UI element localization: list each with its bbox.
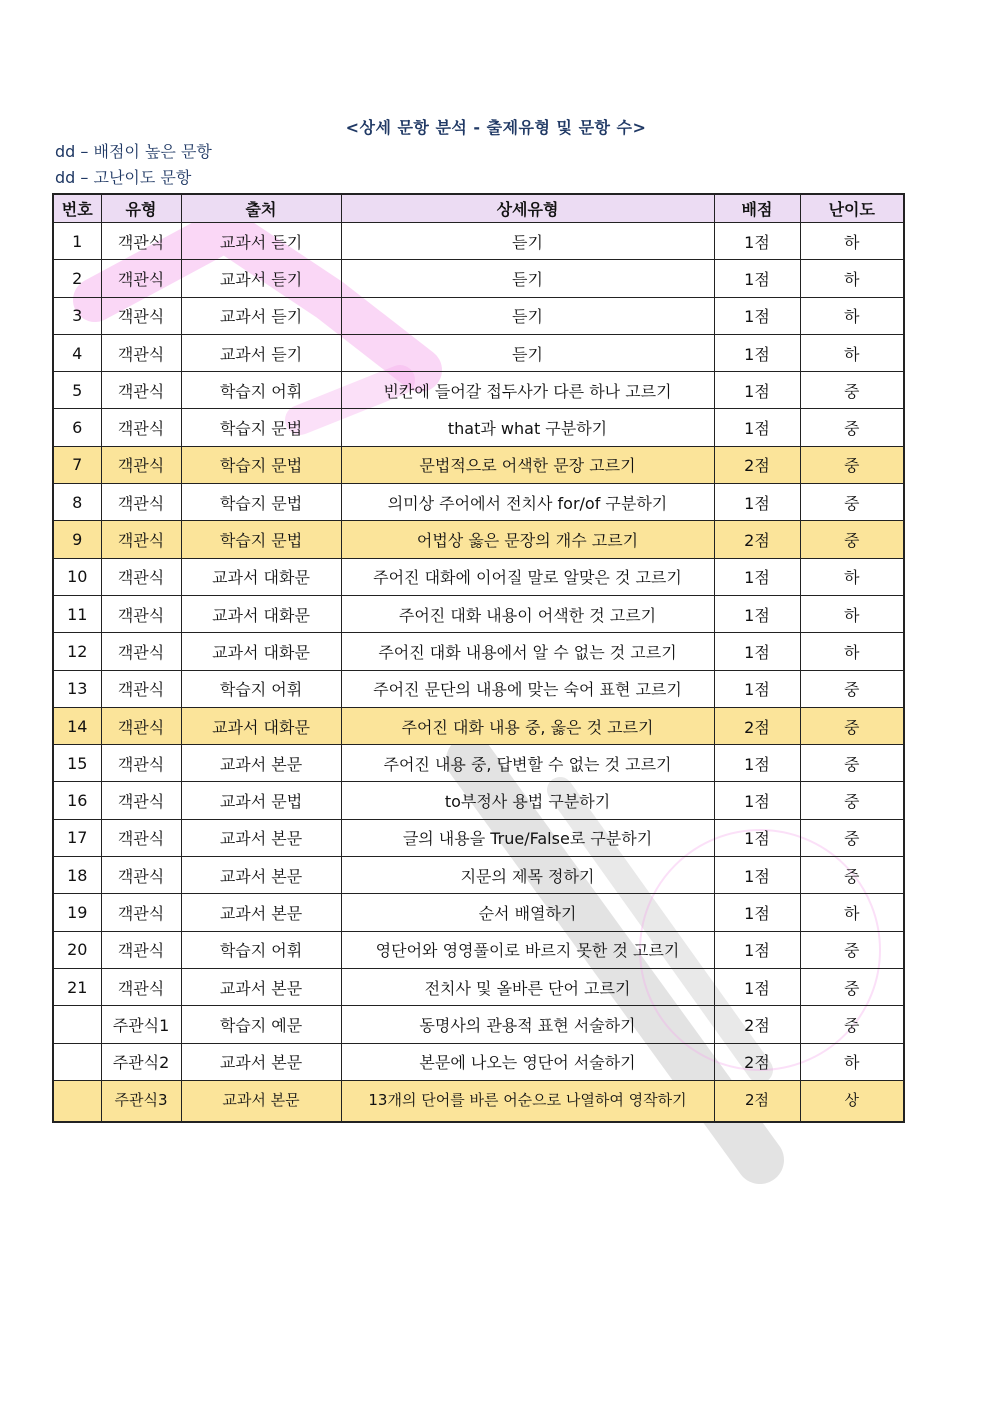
cell-type: 객관식 <box>101 633 181 670</box>
cell-number: 20 <box>53 931 101 968</box>
legend-marker: dd <box>55 168 76 187</box>
table-row <box>53 372 904 409</box>
table-body <box>53 223 904 1122</box>
cell-type: 객관식 <box>101 595 181 632</box>
cell-source: 교과서 본문 <box>181 1080 341 1122</box>
cell-source: 교과서 듣기 <box>181 223 341 260</box>
cell-detail: 듣기 <box>341 297 714 334</box>
cell-source: 학습지 문법 <box>181 521 341 558</box>
cell-difficulty: 하 <box>800 1043 904 1080</box>
legend-marker: dd <box>55 142 76 161</box>
cell-source: 교과서 듣기 <box>181 260 341 297</box>
cell-score: 2점 <box>714 1043 800 1080</box>
cell-score: 1점 <box>714 558 800 595</box>
cell-detail: 주어진 대화 내용에서 알 수 없는 것 고르기 <box>341 633 714 670</box>
cell-number: 16 <box>53 782 101 819</box>
cell-number: 2 <box>53 260 101 297</box>
cell-type: 객관식 <box>101 558 181 595</box>
cell-difficulty: 중 <box>800 857 904 894</box>
table-row <box>53 857 904 894</box>
cell-score: 1점 <box>714 260 800 297</box>
table-row <box>53 446 904 483</box>
cell-difficulty: 중 <box>800 745 904 782</box>
cell-type: 객관식 <box>101 968 181 1005</box>
table-row <box>53 558 904 595</box>
cell-source: 교과서 대화문 <box>181 707 341 744</box>
legend-high-score <box>55 139 212 162</box>
cell-type: 객관식 <box>101 372 181 409</box>
table-row <box>53 595 904 632</box>
cell-difficulty: 중 <box>800 819 904 856</box>
cell-detail: 주어진 대화 내용 중, 옳은 것 고르기 <box>341 707 714 744</box>
cell-difficulty: 하 <box>800 297 904 334</box>
cell-detail: 본문에 나오는 영단어 서술하기 <box>341 1043 714 1080</box>
cell-number: 17 <box>53 819 101 856</box>
cell-detail: 의미상 주어에서 전치사 for/of 구분하기 <box>341 484 714 521</box>
cell-difficulty: 하 <box>800 334 904 371</box>
cell-detail: 듣기 <box>341 260 714 297</box>
cell-source: 교과서 본문 <box>181 819 341 856</box>
table-row <box>53 819 904 856</box>
cell-number: 11 <box>53 595 101 632</box>
cell-difficulty: 상 <box>800 1080 904 1122</box>
cell-type: 객관식 <box>101 334 181 371</box>
cell-detail: 문법적으로 어색한 문장 고르기 <box>341 446 714 483</box>
cell-detail: that과 what 구분하기 <box>341 409 714 446</box>
cell-score: 1점 <box>714 633 800 670</box>
cell-source: 교과서 듣기 <box>181 334 341 371</box>
cell-type: 객관식 <box>101 857 181 894</box>
cell-type: 객관식 <box>101 223 181 260</box>
table-row <box>53 334 904 371</box>
header-number: 번호 <box>53 194 101 223</box>
cell-difficulty: 중 <box>800 372 904 409</box>
cell-detail: 지문의 제목 정하기 <box>341 857 714 894</box>
table-row <box>53 260 904 297</box>
cell-detail: 순서 배열하기 <box>341 894 714 931</box>
cell-number: 18 <box>53 857 101 894</box>
cell-number: 5 <box>53 372 101 409</box>
cell-score: 1점 <box>714 372 800 409</box>
cell-source: 교과서 듣기 <box>181 297 341 334</box>
table-row <box>53 297 904 334</box>
cell-difficulty: 하 <box>800 223 904 260</box>
cell-source: 학습지 문법 <box>181 409 341 446</box>
table-row <box>53 1080 904 1122</box>
cell-difficulty: 하 <box>800 558 904 595</box>
cell-type: 객관식 <box>101 446 181 483</box>
cell-score: 1점 <box>714 894 800 931</box>
cell-detail: 빈칸에 들어갈 접두사가 다른 하나 고르기 <box>341 372 714 409</box>
cell-score: 2점 <box>714 1006 800 1043</box>
cell-type: 객관식 <box>101 819 181 856</box>
table-row <box>53 633 904 670</box>
cell-detail: 주어진 내용 중, 답변할 수 없는 것 고르기 <box>341 745 714 782</box>
cell-detail: 주어진 문단의 내용에 맞는 숙어 표현 고르기 <box>341 670 714 707</box>
table-row <box>53 484 904 521</box>
cell-type: 객관식 <box>101 297 181 334</box>
cell-detail: 글의 내용을 True/False로 구분하기 <box>341 819 714 856</box>
table-row <box>53 1043 904 1080</box>
cell-source: 교과서 본문 <box>181 745 341 782</box>
cell-type: 객관식 <box>101 260 181 297</box>
cell-source: 교과서 대화문 <box>181 633 341 670</box>
cell-score: 1점 <box>714 595 800 632</box>
cell-score: 1점 <box>714 857 800 894</box>
page-title: <상세 문항 분석 - 출제유형 및 문항 수> <box>345 118 647 137</box>
table-row <box>53 931 904 968</box>
cell-score: 2점 <box>714 1080 800 1122</box>
cell-number: 10 <box>53 558 101 595</box>
cell-type: 객관식 <box>101 707 181 744</box>
cell-type: 객관식 <box>101 484 181 521</box>
cell-score: 2점 <box>714 707 800 744</box>
cell-difficulty: 중 <box>800 1006 904 1043</box>
cell-source: 학습지 문법 <box>181 446 341 483</box>
cell-difficulty: 하 <box>800 260 904 297</box>
cell-number <box>53 1043 101 1080</box>
cell-difficulty: 중 <box>800 521 904 558</box>
legend-text: – 배점이 높은 문항 <box>80 142 212 161</box>
cell-difficulty: 중 <box>800 707 904 744</box>
cell-number: 21 <box>53 968 101 1005</box>
cell-number: 3 <box>53 297 101 334</box>
cell-source: 학습지 어휘 <box>181 670 341 707</box>
cell-detail: 주어진 대화 내용이 어색한 것 고르기 <box>341 595 714 632</box>
table-row <box>53 968 904 1005</box>
cell-detail: 동명사의 관용적 표현 서술하기 <box>341 1006 714 1043</box>
analysis-table <box>52 193 905 1123</box>
cell-difficulty: 하 <box>800 633 904 670</box>
cell-number: 8 <box>53 484 101 521</box>
table-row <box>53 409 904 446</box>
cell-type: 주관식1 <box>101 1006 181 1043</box>
cell-source: 교과서 문법 <box>181 782 341 819</box>
cell-score: 2점 <box>714 521 800 558</box>
cell-difficulty: 중 <box>800 968 904 1005</box>
cell-difficulty: 중 <box>800 782 904 819</box>
cell-number: 1 <box>53 223 101 260</box>
cell-difficulty: 중 <box>800 446 904 483</box>
cell-difficulty: 중 <box>800 670 904 707</box>
cell-type: 객관식 <box>101 894 181 931</box>
cell-source: 교과서 대화문 <box>181 558 341 595</box>
cell-source: 학습지 문법 <box>181 484 341 521</box>
cell-difficulty: 중 <box>800 931 904 968</box>
cell-detail: 듣기 <box>341 223 714 260</box>
table-row <box>53 707 904 744</box>
cell-score: 1점 <box>714 782 800 819</box>
cell-type: 객관식 <box>101 745 181 782</box>
legend-high-difficulty <box>55 165 191 188</box>
cell-difficulty: 하 <box>800 595 904 632</box>
header-detail: 상세유형 <box>341 194 714 223</box>
cell-number: 12 <box>53 633 101 670</box>
table-row <box>53 223 904 260</box>
cell-score: 1점 <box>714 409 800 446</box>
cell-number: 14 <box>53 707 101 744</box>
cell-source: 학습지 어휘 <box>181 372 341 409</box>
cell-source: 교과서 본문 <box>181 1043 341 1080</box>
cell-type: 객관식 <box>101 521 181 558</box>
table-row <box>53 745 904 782</box>
cell-score: 1점 <box>714 931 800 968</box>
cell-score: 1점 <box>714 745 800 782</box>
cell-detail: to부정사 용법 구분하기 <box>341 782 714 819</box>
header-source: 출처 <box>181 194 341 223</box>
cell-score: 1점 <box>714 223 800 260</box>
cell-type: 주관식3 <box>101 1080 181 1122</box>
cell-detail: 어법상 옳은 문장의 개수 고르기 <box>341 521 714 558</box>
cell-number: 7 <box>53 446 101 483</box>
legend-text: – 고난이도 문항 <box>80 168 192 187</box>
table-row <box>53 782 904 819</box>
header-type: 유형 <box>101 194 181 223</box>
table-row <box>53 521 904 558</box>
cell-score: 1점 <box>714 484 800 521</box>
cell-number: 4 <box>53 334 101 371</box>
cell-source: 교과서 대화문 <box>181 595 341 632</box>
cell-type: 주관식2 <box>101 1043 181 1080</box>
cell-detail: 전치사 및 올바른 단어 고르기 <box>341 968 714 1005</box>
cell-number: 15 <box>53 745 101 782</box>
cell-score: 1점 <box>714 297 800 334</box>
header-score: 배점 <box>714 194 800 223</box>
cell-difficulty: 하 <box>800 894 904 931</box>
cell-detail: 주어진 대화에 이어질 말로 알맞은 것 고르기 <box>341 558 714 595</box>
cell-number: 6 <box>53 409 101 446</box>
cell-number <box>53 1006 101 1043</box>
cell-score: 1점 <box>714 334 800 371</box>
cell-type: 객관식 <box>101 931 181 968</box>
cell-source: 교과서 본문 <box>181 857 341 894</box>
cell-score: 1점 <box>714 819 800 856</box>
header-difficulty: 난이도 <box>800 194 904 223</box>
cell-score: 1점 <box>714 670 800 707</box>
cell-score: 1점 <box>714 968 800 1005</box>
cell-detail: 13개의 단어를 바른 어순으로 나열하여 영작하기 <box>341 1080 714 1122</box>
cell-source: 교과서 본문 <box>181 968 341 1005</box>
cell-type: 객관식 <box>101 670 181 707</box>
cell-number <box>53 1080 101 1122</box>
table-row <box>53 670 904 707</box>
cell-number: 19 <box>53 894 101 931</box>
cell-detail: 영단어와 영영풀이로 바르지 못한 것 고르기 <box>341 931 714 968</box>
cell-number: 13 <box>53 670 101 707</box>
table-header-row <box>53 194 904 223</box>
table-row <box>53 894 904 931</box>
cell-source: 학습지 어휘 <box>181 931 341 968</box>
cell-source: 교과서 본문 <box>181 894 341 931</box>
cell-number: 9 <box>53 521 101 558</box>
table-row <box>53 1006 904 1043</box>
cell-detail: 듣기 <box>341 334 714 371</box>
cell-difficulty: 중 <box>800 409 904 446</box>
cell-type: 객관식 <box>101 782 181 819</box>
cell-type: 객관식 <box>101 409 181 446</box>
cell-score: 2점 <box>714 446 800 483</box>
cell-difficulty: 중 <box>800 484 904 521</box>
cell-source: 학습지 예문 <box>181 1006 341 1043</box>
